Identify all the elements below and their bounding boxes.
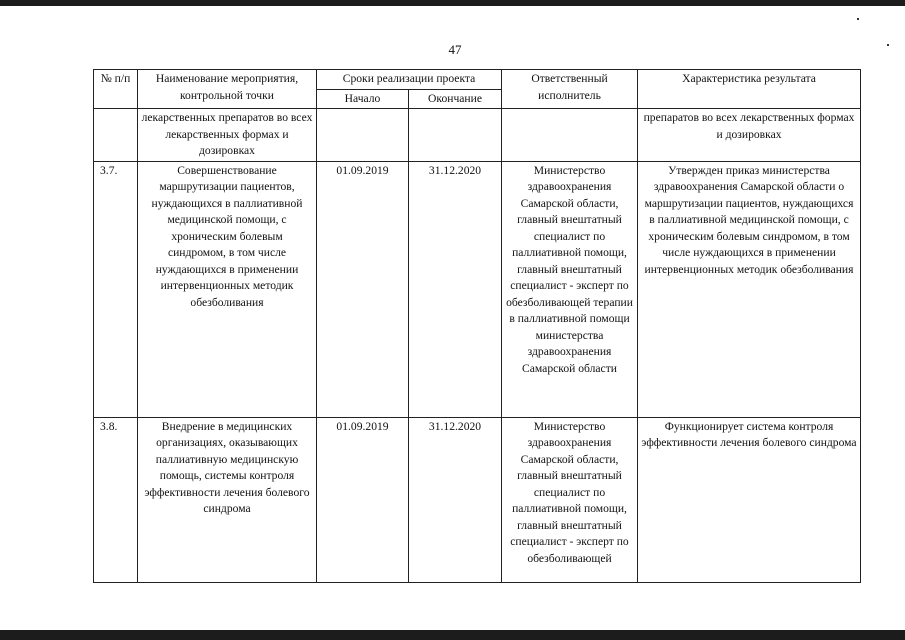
table-row bbox=[94, 417, 861, 582]
cell-end: 31.12.2020 bbox=[409, 417, 502, 582]
cell-num: 3.8. bbox=[94, 417, 138, 582]
header-end: Окончание bbox=[409, 89, 502, 109]
cell-start: 01.09.2019 bbox=[317, 161, 409, 417]
cell-responsible: Министерство здравоохранения Самарской области, главный внештатный специалист по паллиативной помощи, главный внештатный специалист - эксперт по обезболивающей терапии в паллиативной помощи министерства здравоохранения Самарской области bbox=[502, 161, 638, 417]
cell-num bbox=[94, 109, 138, 162]
cell-name: Внедрение в медицинских организациях, оказывающих паллиативную медицинскую помощь, системы контроля эффективности лечения болевого синдрома bbox=[138, 417, 317, 582]
header-responsible: Ответственный исполнитель bbox=[502, 70, 638, 109]
scan-speck bbox=[857, 18, 859, 20]
cell-result: Утвержден приказ министерства здравоохранения Самарской области о маршрутизации пациентов, нуждающихся в паллиативной медицинской помощи, с хроническим болевым синдромом, в том числе нуждающихся в применении интервенционных методик обезболивания bbox=[638, 161, 861, 417]
cell-responsible: Министерство здравоохранения Самарской области, главный внештатный специалист по паллиативной помощи, главный внештатный специалист - эксперт по обезболивающей bbox=[502, 417, 638, 582]
activities-table bbox=[93, 69, 861, 583]
header-period: Сроки реализации проекта bbox=[317, 70, 502, 90]
cell-result: Функционирует система контроля эффективности лечения болевого синдрома bbox=[638, 417, 861, 582]
header-start: Начало bbox=[317, 89, 409, 109]
cell-end bbox=[409, 109, 502, 162]
cell-name: лекарственных препаратов во всех лекарственных формах и дозировках bbox=[138, 109, 317, 162]
cell-start: 01.09.2019 bbox=[317, 417, 409, 582]
header-num: № п/п bbox=[94, 70, 138, 109]
cell-result: препаратов во всех лекарственных формах и дозировках bbox=[638, 109, 861, 162]
page-number: 47 bbox=[448, 42, 462, 57]
scan-speck bbox=[887, 44, 889, 46]
top-scan-border bbox=[0, 0, 905, 6]
header-name: Наименование мероприятия, контрольной точки bbox=[138, 70, 317, 109]
table-row bbox=[94, 161, 861, 417]
cell-start bbox=[317, 109, 409, 162]
header-row bbox=[94, 70, 861, 90]
cell-name: Совершенствование маршрутизации пациентов, нуждающихся в паллиативной медицинской помощи, с хроническим болевым синдромом, в том числе нуждающихся в применении интервенционных методик обезболивания bbox=[138, 161, 317, 417]
cell-end: 31.12.2020 bbox=[409, 161, 502, 417]
cell-num: 3.7. bbox=[94, 161, 138, 417]
table-row bbox=[94, 109, 861, 162]
cell-responsible bbox=[502, 109, 638, 162]
header-result: Характеристика результата bbox=[638, 70, 861, 109]
bottom-scan-border bbox=[0, 630, 905, 640]
